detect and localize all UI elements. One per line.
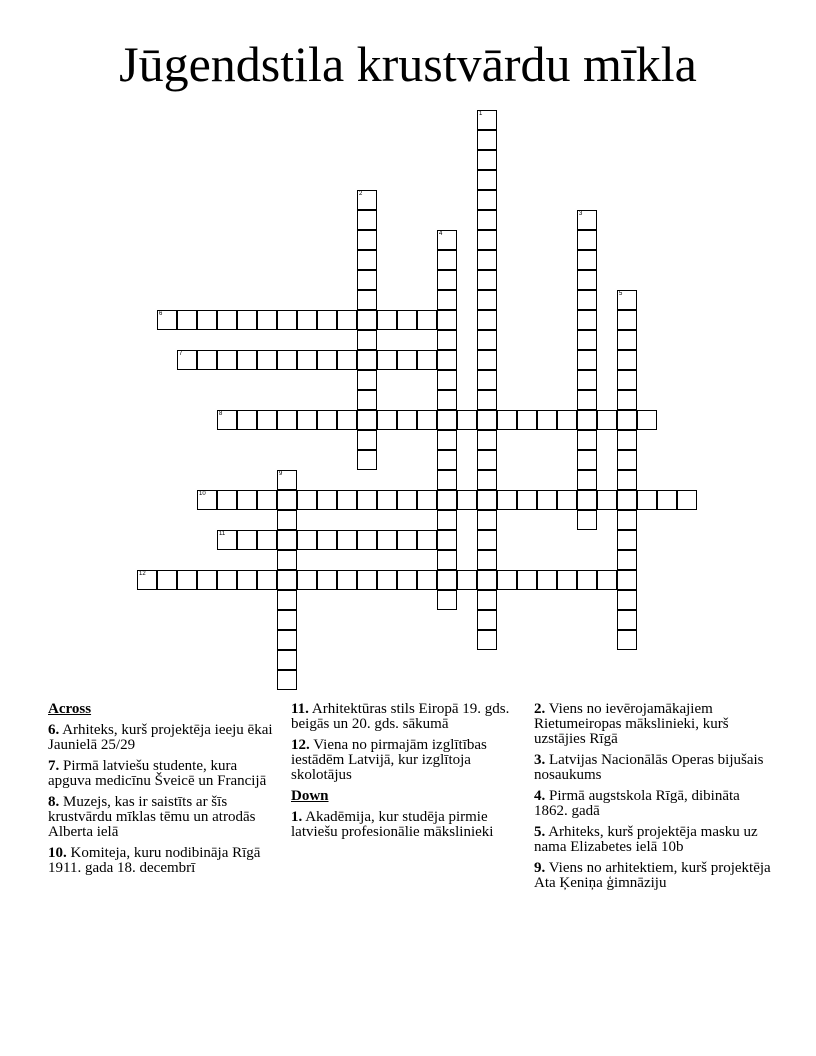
cell-number: 8 [219,411,223,417]
clue-text: Muzejs, kas ir saistīts ar šīs krustvārdu mīklas tēmu un atrodās Alberta ielā [48,794,256,840]
clue-number: 1. [291,809,303,825]
grid-cell[interactable] [477,370,497,390]
clue-number: 11. [291,701,309,717]
grid-cell[interactable] [617,570,637,590]
grid-cell[interactable] [137,570,157,590]
down-clue [291,810,519,840]
down-heading: Down [291,788,329,804]
cell-number: 2 [359,191,363,197]
clue-number: 5. [534,824,546,840]
grid-cell[interactable] [637,490,657,510]
clues-column-1 [48,702,284,882]
grid-cell[interactable] [477,310,497,330]
grid-cell[interactable] [317,410,337,430]
grid-cell[interactable] [317,530,337,550]
grid-cell[interactable] [477,270,497,290]
grid-cell[interactable] [477,630,497,650]
cell-number: 9 [279,471,283,477]
grid-cell[interactable] [357,190,377,210]
grid-cell[interactable] [217,490,237,510]
grid-cell[interactable] [597,410,617,430]
grid-cell[interactable] [377,570,397,590]
grid-cell[interactable] [357,410,377,430]
grid-cell[interactable] [437,430,457,450]
grid-cell[interactable] [477,610,497,630]
grid-cell[interactable] [477,490,497,510]
clue-text: Pirmā latviešu studente, kura apguva medicīnu Šveicē un Francijā [48,758,267,789]
clue-number: 9. [534,860,546,876]
grid-cell[interactable] [237,310,257,330]
grid-cell[interactable] [377,310,397,330]
grid-cell[interactable] [477,250,497,270]
grid-cell[interactable] [577,330,597,350]
grid-cell[interactable] [437,290,457,310]
cell-number: 5 [619,291,623,297]
cell-number: 10 [199,491,206,497]
grid-cell[interactable] [237,530,257,550]
grid-cell[interactable] [477,510,497,530]
across-clue [291,738,519,783]
grid-cell[interactable] [277,650,297,670]
grid-cell[interactable] [357,530,377,550]
across-clue [48,846,284,876]
grid-cell[interactable] [397,570,417,590]
clue-text: Komiteja, kuru nodibināja Rīgā 1911. gada 18. decembrī [48,845,261,876]
grid-cell[interactable] [317,310,337,330]
grid-cell[interactable] [377,530,397,550]
clues-column-2 [291,702,519,846]
grid-cell[interactable] [257,350,277,370]
grid-cell[interactable] [277,670,297,690]
grid-cell[interactable] [477,430,497,450]
grid-cell[interactable] [277,570,297,590]
cell-number: 12 [139,571,146,577]
grid-cell[interactable] [577,230,597,250]
grid-cell[interactable] [477,130,497,150]
grid-cell[interactable] [397,410,417,430]
cell-number: 6 [159,311,163,317]
grid-cell[interactable] [297,350,317,370]
grid-cell[interactable] [417,490,437,510]
grid-cell[interactable] [577,250,597,270]
grid-cell[interactable] [477,110,497,130]
grid-cell[interactable] [437,590,457,610]
grid-cell[interactable] [417,350,437,370]
grid-cell[interactable] [477,210,497,230]
grid-cell[interactable] [397,350,417,370]
grid-cell[interactable] [437,410,457,430]
grid-cell[interactable] [257,410,277,430]
across-clue [48,723,284,753]
cell-number: 3 [579,211,583,217]
clue-number: 2. [534,701,546,717]
grid-cell[interactable] [317,490,337,510]
grid-cell[interactable] [417,310,437,330]
grid-cell[interactable] [437,230,457,250]
grid-cell[interactable] [477,590,497,610]
clue-text: Viens no arhitektiem, kurš projektēja Ata Ķeniņa ģimnāziju [534,860,771,891]
grid-cell[interactable] [557,570,577,590]
grid-cell[interactable] [477,570,497,590]
grid-cell[interactable] [537,410,557,430]
grid-cell[interactable] [277,630,297,650]
grid-cell[interactable] [577,370,597,390]
grid-cell[interactable] [397,530,417,550]
grid-cell[interactable] [277,530,297,550]
grid-cell[interactable] [217,530,237,550]
grid-cell[interactable] [597,570,617,590]
grid-cell[interactable] [377,410,397,430]
grid-cell[interactable] [377,350,397,370]
grid-cell[interactable] [477,230,497,250]
grid-cell[interactable] [617,470,637,490]
grid-cell[interactable] [317,350,337,370]
grid-cell[interactable] [477,330,497,350]
clue-number: 6. [48,722,60,738]
grid-cell[interactable] [437,450,457,470]
grid-cell[interactable] [237,490,257,510]
grid-cell[interactable] [577,290,597,310]
grid-cell[interactable] [577,310,597,330]
grid-cell[interactable] [337,570,357,590]
clue-number: 12. [291,737,310,753]
grid-cell[interactable] [517,570,537,590]
grid-cell[interactable] [477,170,497,190]
grid-cell[interactable] [357,570,377,590]
grid-cell[interactable] [357,350,377,370]
grid-cell[interactable] [217,410,237,430]
clue-text: Viena no pirmajām izglītības iestādēm Latvijā, kur izglītoja skolotājus [291,737,487,783]
grid-cell[interactable] [477,470,497,490]
grid-cell[interactable] [337,310,357,330]
clue-number: 10. [48,845,67,861]
grid-cell[interactable] [197,570,217,590]
grid-cell[interactable] [437,390,457,410]
grid-cell[interactable] [237,350,257,370]
cell-number: 7 [179,351,183,357]
grid-cell[interactable] [477,390,497,410]
grid-cell[interactable] [457,570,477,590]
grid-cell[interactable] [577,430,597,450]
grid-cell[interactable] [637,410,657,430]
grid-cell[interactable] [357,490,377,510]
grid-cell[interactable] [217,350,237,370]
grid-cell[interactable] [477,410,497,430]
grid-cell[interactable] [197,490,217,510]
down-clue [534,825,774,855]
grid-cell[interactable] [277,350,297,370]
grid-cell[interactable] [277,490,297,510]
grid-cell[interactable] [477,550,497,570]
grid-cell[interactable] [617,350,637,370]
clue-text: Arhiteks, kurš projektēja masku uz nama Elizabetes ielā 10b [534,824,758,855]
grid-cell[interactable] [177,350,197,370]
grid-cell[interactable] [617,510,637,530]
grid-cell[interactable] [357,370,377,390]
grid-cell[interactable] [657,490,677,510]
clue-number: 7. [48,758,60,774]
grid-cell[interactable] [557,490,577,510]
grid-cell[interactable] [437,370,457,390]
grid-cell[interactable] [577,490,597,510]
grid-cell[interactable] [397,310,417,330]
grid-cell[interactable] [177,310,197,330]
grid-cell[interactable] [677,490,697,510]
clue-text: Latvijas Nacionālās Operas bijušais nosaukums [534,752,764,783]
clue-text: Pirmā augstskola Rīgā, dibināta 1862. gadā [534,788,740,819]
grid-cell[interactable] [257,310,277,330]
grid-cell[interactable] [617,390,637,410]
down-clue [534,861,774,891]
grid-cell[interactable] [337,350,357,370]
clues-column-3 [534,702,774,897]
grid-cell[interactable] [277,470,297,490]
grid-cell[interactable] [477,450,497,470]
grid-cell[interactable] [617,290,637,310]
cell-number: 4 [439,231,443,237]
grid-cell[interactable] [297,410,317,430]
grid-cell[interactable] [497,410,517,430]
grid-cell[interactable] [617,450,637,470]
grid-cell[interactable] [197,350,217,370]
grid-cell[interactable] [617,310,637,330]
grid-cell[interactable] [577,450,597,470]
grid-cell[interactable] [477,150,497,170]
grid-cell[interactable] [257,570,277,590]
across-clue [48,795,284,840]
grid-cell[interactable] [177,570,197,590]
grid-cell[interactable] [357,210,377,230]
grid-cell[interactable] [277,410,297,430]
grid-cell[interactable] [617,590,637,610]
grid-cell[interactable] [477,530,497,550]
grid-cell[interactable] [437,310,457,330]
grid-cell[interactable] [577,390,597,410]
down-clue [534,753,774,783]
grid-cell[interactable] [517,410,537,430]
grid-cell[interactable] [277,310,297,330]
grid-cell[interactable] [437,530,457,550]
grid-cell[interactable] [477,190,497,210]
grid-cell[interactable] [277,510,297,530]
grid-cell[interactable] [617,330,637,350]
grid-cell[interactable] [257,490,277,510]
clue-number: 4. [534,788,546,804]
grid-cell[interactable] [557,410,577,430]
grid-cell[interactable] [477,290,497,310]
grid-cell[interactable] [617,490,637,510]
grid-cell[interactable] [537,570,557,590]
grid-cell[interactable] [357,270,377,290]
cell-number: 1 [479,111,483,117]
down-clue [534,702,774,747]
grid-cell[interactable] [217,310,237,330]
grid-cell[interactable] [337,530,357,550]
grid-cell[interactable] [277,590,297,610]
grid-cell[interactable] [537,490,557,510]
grid-cell[interactable] [617,550,637,570]
grid-cell[interactable] [497,490,517,510]
grid-cell[interactable] [577,210,597,230]
grid-cell[interactable] [577,410,597,430]
clue-text: Viens no ievērojamākajiem Rietumeiropas mākslinieki, kurš uzstājies Rīgā [534,701,729,747]
grid-cell[interactable] [617,630,637,650]
grid-cell[interactable] [237,570,257,590]
grid-cell[interactable] [437,570,457,590]
grid-cell[interactable] [197,310,217,330]
page-title: Jūgendstila krustvārdu mīkla [119,36,697,92]
grid-cell[interactable] [297,570,317,590]
grid-cell[interactable] [437,470,457,490]
grid-cell[interactable] [357,290,377,310]
across-clue [291,702,519,732]
grid-cell[interactable] [237,410,257,430]
grid-cell[interactable] [437,550,457,570]
grid-cell[interactable] [617,370,637,390]
grid-cell[interactable] [337,490,357,510]
clue-number: 8. [48,794,60,810]
grid-cell[interactable] [437,250,457,270]
grid-cell[interactable] [357,330,377,350]
grid-cell[interactable] [257,530,277,550]
grid-cell[interactable] [577,270,597,290]
grid-cell[interactable] [437,490,457,510]
grid-cell[interactable] [597,490,617,510]
grid-cell[interactable] [437,330,457,350]
grid-cell[interactable] [157,310,177,330]
grid-cell[interactable] [357,310,377,330]
grid-cell[interactable] [477,350,497,370]
grid-cell[interactable] [617,410,637,430]
grid-cell[interactable] [297,490,317,510]
grid-cell[interactable] [517,490,537,510]
across-clue [48,759,284,789]
grid-cell[interactable] [357,390,377,410]
grid-cell[interactable] [617,610,637,630]
grid-cell[interactable] [277,610,297,630]
across-heading: Across [48,701,92,717]
grid-cell[interactable] [497,570,517,590]
grid-cell[interactable] [417,570,437,590]
grid-cell[interactable] [357,230,377,250]
grid-cell[interactable] [377,490,397,510]
grid-cell[interactable] [397,490,417,510]
grid-cell[interactable] [437,270,457,290]
grid-cell[interactable] [157,570,177,590]
grid-cell[interactable] [317,570,337,590]
grid-cell[interactable] [577,570,597,590]
clue-number: 3. [534,752,546,768]
grid-cell[interactable] [457,490,477,510]
grid-cell[interactable] [357,250,377,270]
grid-cell[interactable] [617,430,637,450]
grid-cell[interactable] [277,550,297,570]
grid-cell[interactable] [357,430,377,450]
grid-cell[interactable] [577,510,597,530]
grid-cell[interactable] [337,410,357,430]
clue-text: Akadēmija, kur studēja pirmie latviešu profesionālie mākslinieki [291,809,494,840]
grid-cell[interactable] [297,310,317,330]
cell-number: 11 [219,531,226,537]
grid-cell[interactable] [357,450,377,470]
grid-cell[interactable] [297,530,317,550]
down-clue [534,789,774,819]
grid-cell[interactable] [437,510,457,530]
clue-text: Arhitektūras stils Eiropā 19. gds. beigās un 20. gds. sākumā [291,701,510,732]
grid-cell[interactable] [217,570,237,590]
grid-cell[interactable] [417,530,437,550]
grid-cell[interactable] [617,530,637,550]
grid-cell[interactable] [437,350,457,370]
clue-text: Arhiteks, kurš projektēja ieeju ēkai Jaunielā 25/29 [48,722,273,753]
grid-cell[interactable] [417,410,437,430]
grid-cell[interactable] [577,350,597,370]
grid-cell[interactable] [457,410,477,430]
grid-cell[interactable] [577,470,597,490]
